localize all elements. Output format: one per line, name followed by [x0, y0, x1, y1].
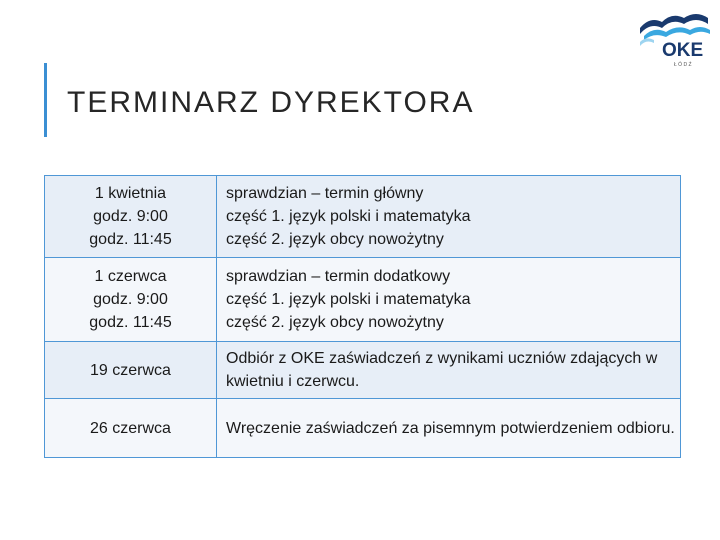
description-line: część 1. język polski i matematyka: [226, 291, 471, 308]
date-line: 19 czerwca: [90, 361, 171, 379]
table-row: [45, 399, 681, 458]
description-cell: [217, 176, 681, 258]
date-cell: [45, 258, 217, 342]
oke-logo: [636, 6, 716, 68]
table-row: [45, 342, 681, 399]
description-cell: [217, 258, 681, 342]
time-line: godz. 11:45: [89, 314, 172, 331]
page-title: TERMINARZ DYREKTORA: [67, 86, 475, 119]
oke-logo-icon: [636, 6, 716, 68]
time-line: godz. 9:00: [93, 208, 168, 225]
date-line: 26 czerwca: [90, 419, 171, 437]
date-cell: [45, 342, 217, 399]
description-line: część 2. język obcy nowożytny: [226, 231, 444, 248]
date-line: 1 czerwca: [94, 268, 167, 285]
time-line: godz. 9:00: [93, 291, 168, 308]
title-accent-bar: [44, 63, 47, 137]
description-line: część 2. język obcy nowożytny: [226, 314, 444, 331]
description-cell: [217, 342, 681, 399]
description-line: sprawdzian – termin główny: [226, 185, 424, 202]
schedule-table: [44, 175, 681, 458]
description-text: Odbiór z OKE zaświadczeń z wynikami uczniów zdających w kwietniu i czerwcu.: [226, 350, 658, 390]
description-text: Wręczenie zaświadczeń za pisemnym potwierdzeniem odbioru.: [226, 419, 675, 437]
table-row: [45, 176, 681, 258]
time-line: godz. 11:45: [89, 231, 172, 248]
description-cell: [217, 399, 681, 458]
table-row: [45, 258, 681, 342]
date-line: 1 kwietnia: [94, 185, 167, 202]
description-line: część 1. język polski i matematyka: [226, 208, 471, 225]
description-line: sprawdzian – termin dodatkowy: [226, 268, 451, 285]
date-cell: [45, 176, 217, 258]
logo-subtext: Ł Ó D Ź: [674, 62, 692, 68]
date-cell: [45, 399, 217, 458]
logo-text: OKE: [662, 40, 704, 61]
